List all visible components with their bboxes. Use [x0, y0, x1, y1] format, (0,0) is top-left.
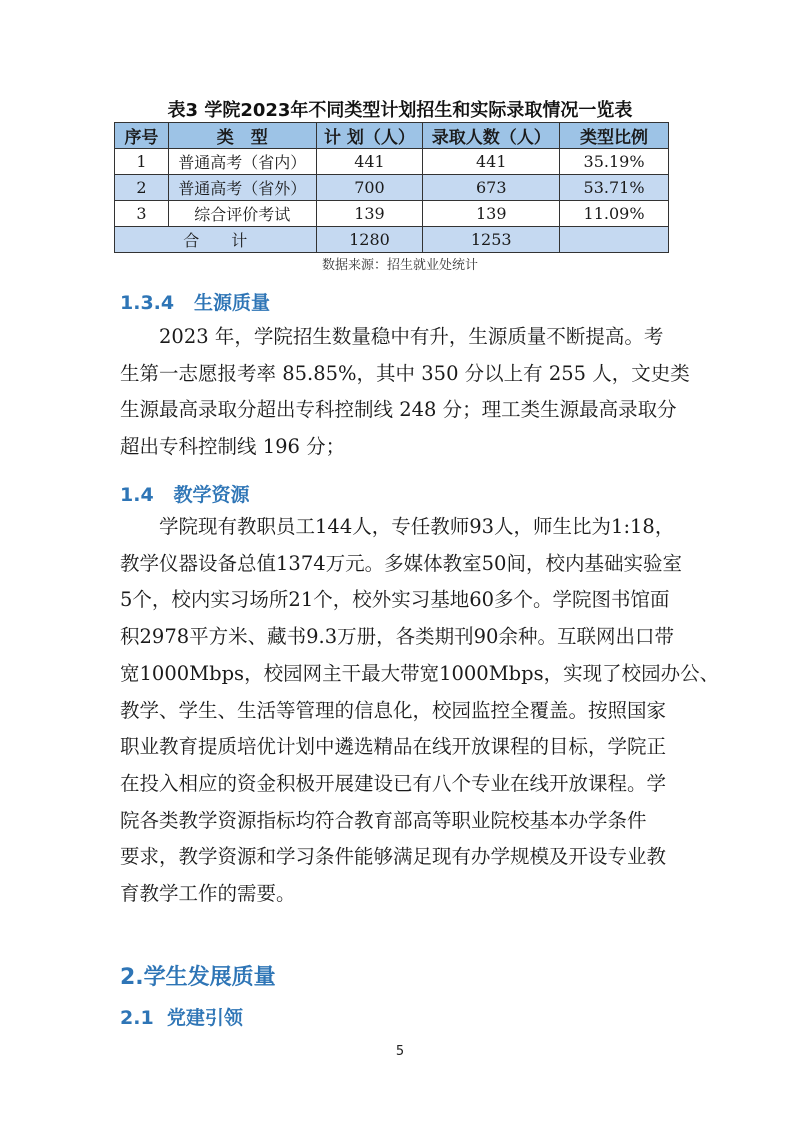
text-line: 院各类教学资源指标均符合教育部高等职业院校基本办学条件 [120, 808, 647, 832]
cell-ratio: 35.19% [560, 149, 669, 175]
text-line: 教学仪器设备总值1374万元。多媒体教室50间，校内基础实验室 [120, 551, 682, 575]
table-title: 表3 学院2023年不同类型计划招生和实际录取情况一览表 [167, 100, 633, 121]
heading-number: 1.4 [120, 484, 154, 506]
heading-title: 党建引领 [166, 1007, 243, 1029]
cell-admitted: 441 [423, 149, 560, 175]
heading-2: 2.学生发展质量 [120, 965, 276, 990]
total-ratio [560, 227, 669, 253]
cell-index: 2 [115, 175, 169, 201]
table-total-row [115, 227, 669, 253]
cell-plan: 441 [316, 149, 423, 175]
total-plan: 1280 [316, 227, 423, 253]
cell-type: 综合评价考试 [168, 201, 316, 227]
text-line: 学院现有教职员工144人，专任教师93人，师生比为1:18， [120, 515, 675, 538]
text-line: 要求，教学资源和学习条件能够满足现有办学规模及开设专业教 [120, 845, 667, 869]
table-row [115, 175, 669, 201]
cell-ratio: 11.09% [560, 201, 669, 227]
text-line: 生源最高录取分超出专科控制线 248 分；理工类生源最高录取分 [120, 398, 677, 422]
cell-index: 1 [115, 149, 169, 175]
cell-admitted: 139 [423, 201, 560, 227]
col-header-ratio: 类型比例 [560, 123, 669, 149]
cell-ratio: 53.71% [560, 175, 669, 201]
text-line: 育教学工作的需要。 [120, 882, 296, 906]
text-line: 生第一志愿报考率 85.85%，其中 350 分以上有 255 人，文史类 [120, 361, 690, 385]
heading-1-4 [120, 480, 250, 507]
table-source-note: 数据来源：招生就业处统计 [321, 258, 478, 273]
text-line: 超出专科控制线 196 分； [120, 435, 346, 459]
text-line: 在投入相应的资金积极开展建设已有八个专业在线开放课程。学 [120, 771, 667, 795]
total-label: 合 计 [115, 227, 317, 253]
page-number: 5 [395, 1044, 405, 1059]
col-header-plan: 计 划（人） [316, 123, 423, 149]
cell-plan: 139 [316, 201, 423, 227]
heading-title: 生源质量 [193, 292, 270, 314]
table-row [115, 201, 669, 227]
col-header-type: 类 型 [168, 123, 316, 149]
heading-number: 1.3.4 [120, 292, 175, 314]
col-header-admitted: 录取人数（人） [423, 123, 560, 149]
cell-type: 普通高考（省内） [168, 149, 316, 175]
heading-1-3-4 [120, 288, 270, 315]
text-line: 积2978平方米、藏书9.3万册，各类期刊90余种。互联网出口带 [120, 625, 674, 649]
paragraph-student-quality [120, 319, 690, 466]
table-row [115, 149, 669, 175]
table-header-row [115, 123, 669, 149]
text-line: 宽1000Mbps，校园网主干最大带宽1000Mbps，实现了校园办公、 [120, 661, 720, 685]
heading-2-1 [120, 1003, 243, 1030]
cell-plan: 700 [316, 175, 423, 201]
text-line: 职业教育提质培优计划中遴选精品在线开放课程的目标，学院正 [120, 735, 667, 759]
cell-type: 普通高考（省外） [168, 175, 316, 201]
heading-title: 教学资源 [173, 484, 250, 506]
cell-index: 3 [115, 201, 169, 227]
text-line: 2023 年，学院招生数量稳中有升，生源质量不断提高。考 [120, 325, 664, 348]
admission-table [114, 122, 669, 253]
cell-admitted: 673 [423, 175, 560, 201]
text-line: 教学、学生、生活等管理的信息化，校园监控全覆盖。按照国家 [120, 698, 667, 722]
text-line: 5个，校内实习场所21个，校外实习基地60多个。学院图书馆面 [120, 588, 670, 612]
heading-number: 2.1 [120, 1007, 154, 1029]
col-header-index: 序号 [115, 123, 169, 149]
total-admitted: 1253 [423, 227, 560, 253]
paragraph-teaching-resources [120, 509, 720, 913]
